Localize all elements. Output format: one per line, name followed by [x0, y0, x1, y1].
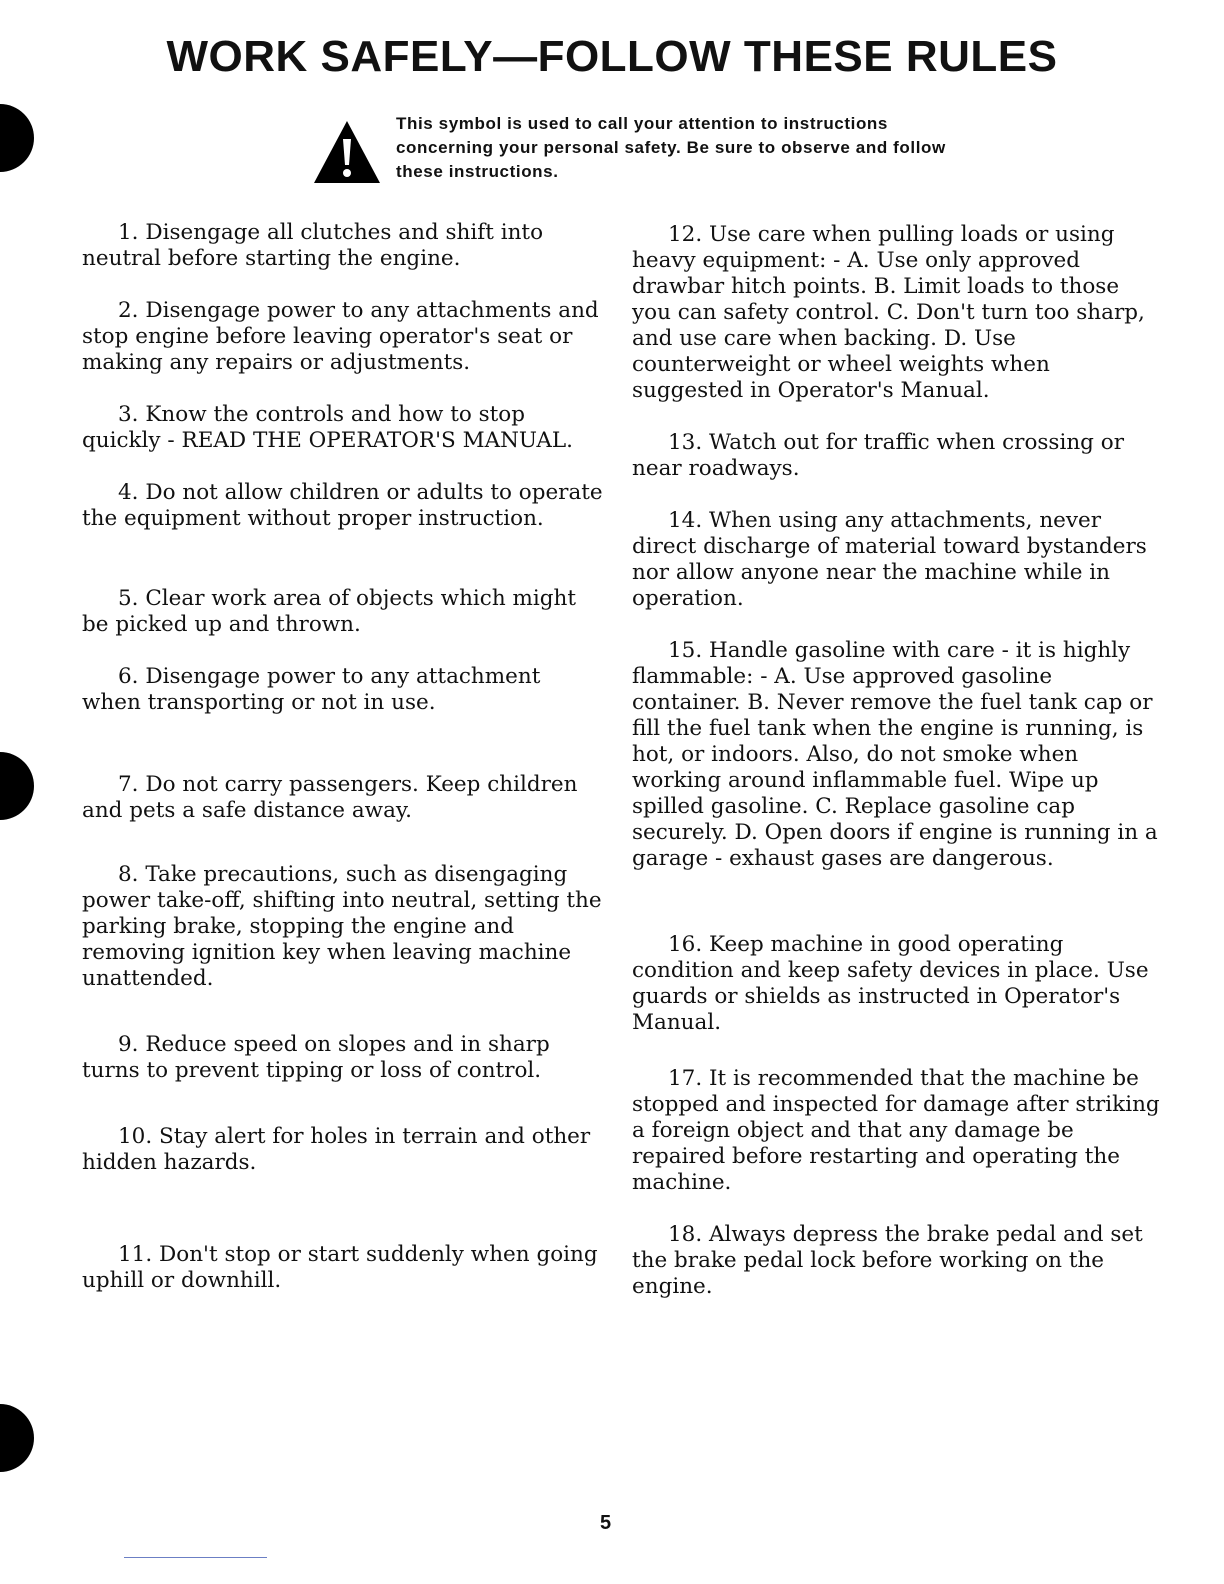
- page-title: WORK SAFELY—FOLLOW THESE RULES: [166, 32, 1058, 81]
- rule-item: 4. Do not allow children or adults to operate the equipment without proper instruction.: [82, 480, 603, 531]
- binder-hole: [0, 104, 34, 172]
- rule-item: 9. Reduce speed on slopes and in sharp turns to prevent tipping or loss of control.: [82, 1032, 550, 1083]
- rule-item: 5. Clear work area of objects which might be picked up and thrown.: [82, 586, 577, 637]
- rule-item: 6. Disengage power to any attachment when transporting or not in use.: [82, 664, 541, 715]
- rule-item: 8. Take precautions, such as disengaging power take-off, shifting into neutral, setting the parking brake, stopping the engine and removing ignition key when leaving machine unattended.: [82, 862, 602, 991]
- rule-item: 10. Stay alert for holes in terrain and other hidden hazards.: [82, 1124, 591, 1175]
- page-number: 5: [600, 1512, 612, 1534]
- rule-item: 15. Handle gasoline with care - it is highly flammable: - A. Use approved gasoline container. B. Never remove the fuel tank cap or fill the fuel tank when the engine is running, is hot, or indoors. Also, do not smoke when working around inflammable fuel. Wipe up spilled gasoline. C. Replace gasoline cap securely. D. Open doors if engine is running in a garage - exhaust gases are dangerous.: [632, 638, 1158, 871]
- rule-item: 18. Always depress the brake pedal and set the brake pedal lock before working on the engine.: [632, 1222, 1143, 1299]
- rule-item: 7. Do not carry passengers. Keep children and pets a safe distance away.: [82, 772, 578, 823]
- rule-item: 16. Keep machine in good operating condition and keep safety devices in place. Use guards or shields as instructed in Operator's Manual.: [632, 932, 1149, 1035]
- rule-item: 11. Don't stop or start suddenly when going uphill or downhill.: [82, 1242, 598, 1293]
- safety-notice-text: This symbol is used to call your attention to instructions concerning your personal safety. Be sure to observe and follow these instructions.: [396, 114, 946, 181]
- rule-item: 1. Disengage all clutches and shift into neutral before starting the engine.: [82, 220, 544, 271]
- rule-item: 14. When using any attachments, never direct discharge of material toward bystanders nor allow anyone near the machine while in operation.: [632, 508, 1147, 611]
- warning-triangle-icon: [312, 117, 382, 187]
- rule-item: 3. Know the controls and how to stop quickly - READ THE OPERATOR'S MANUAL.: [82, 402, 574, 453]
- binder-hole: [0, 752, 34, 820]
- rule-item: 17. It is recommended that the machine be stopped and inspected for damage after striking a foreign object and that any damage be repaired before restarting and operating the machine.: [632, 1066, 1160, 1195]
- rule-item: 2. Disengage power to any attachments and stop engine before leaving operator's seat or making any repairs or adjustments.: [82, 298, 599, 375]
- binder-hole: [0, 1404, 34, 1472]
- divider: [124, 1557, 267, 1558]
- rule-item: 12. Use care when pulling loads or using heavy equipment: - A. Use only approved drawbar hitch points. B. Limit loads to those you can safety control. C. Don't turn too sharp, and use care when backing. D. Use counterweight or wheel weights when suggested in Operator's Manual.: [632, 222, 1145, 403]
- rule-item: 13. Watch out for traffic when crossing or near roadways.: [632, 430, 1125, 481]
